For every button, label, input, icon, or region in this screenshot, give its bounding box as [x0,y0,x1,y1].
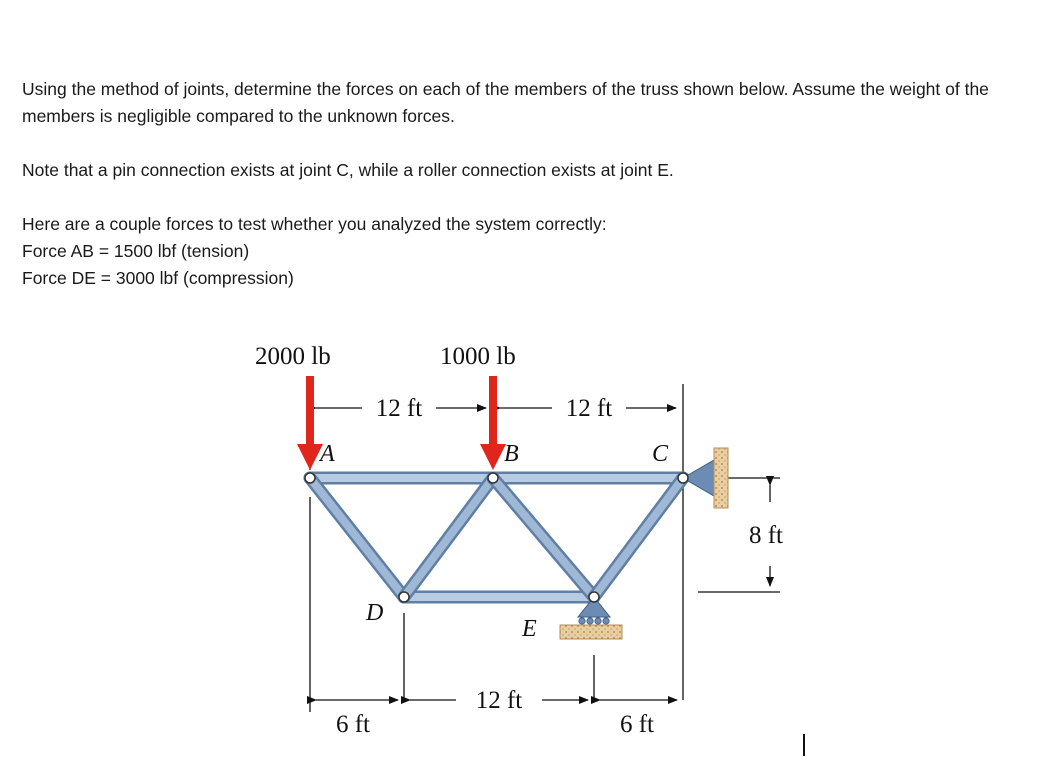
load-arrow-b [480,376,506,470]
problem-intro: Using the method of joints, determine the forces on each of the members of the truss shown below. Assume the weight of the members is negligible compared to the unknown forces. [22,79,989,126]
span-left-label: 6 ft [335,711,371,738]
height-label: 8 ft [748,522,784,549]
pin-support-c [683,448,728,508]
truss-members [310,478,683,597]
span-de-label: 12 ft [475,687,523,714]
test-force-de: Force DE = 3000 lbf (compression) [22,268,294,288]
joint-a-pin [305,473,315,483]
load-label-b: 1000 lb [440,343,516,370]
joint-label-d: D [366,600,384,626]
text-cursor [803,734,805,756]
joint-label-c: C [652,441,669,467]
joint-label-a: A [320,441,335,467]
joint-d-pin [399,592,409,602]
joint-b-pin [488,473,498,483]
span-ab-label: 12 ft [375,395,423,422]
test-intro: Here are a couple forces to test whether you analyzed the system correctly: [22,214,607,234]
span-bc-label: 12 ft [565,395,613,422]
joint-e-pin [589,592,599,602]
test-force-ab: Force AB = 1500 lbf (tension) [22,241,250,261]
joint-c-pin [678,473,688,483]
joint-label-e: E [522,616,537,642]
joint-label-b: B [504,441,519,467]
load-label-a: 2000 lb [255,343,331,370]
span-right-label: 6 ft [619,711,655,738]
support-note: Note that a pin connection exists at joint C, while a roller connection exists at joint E. [22,160,674,180]
